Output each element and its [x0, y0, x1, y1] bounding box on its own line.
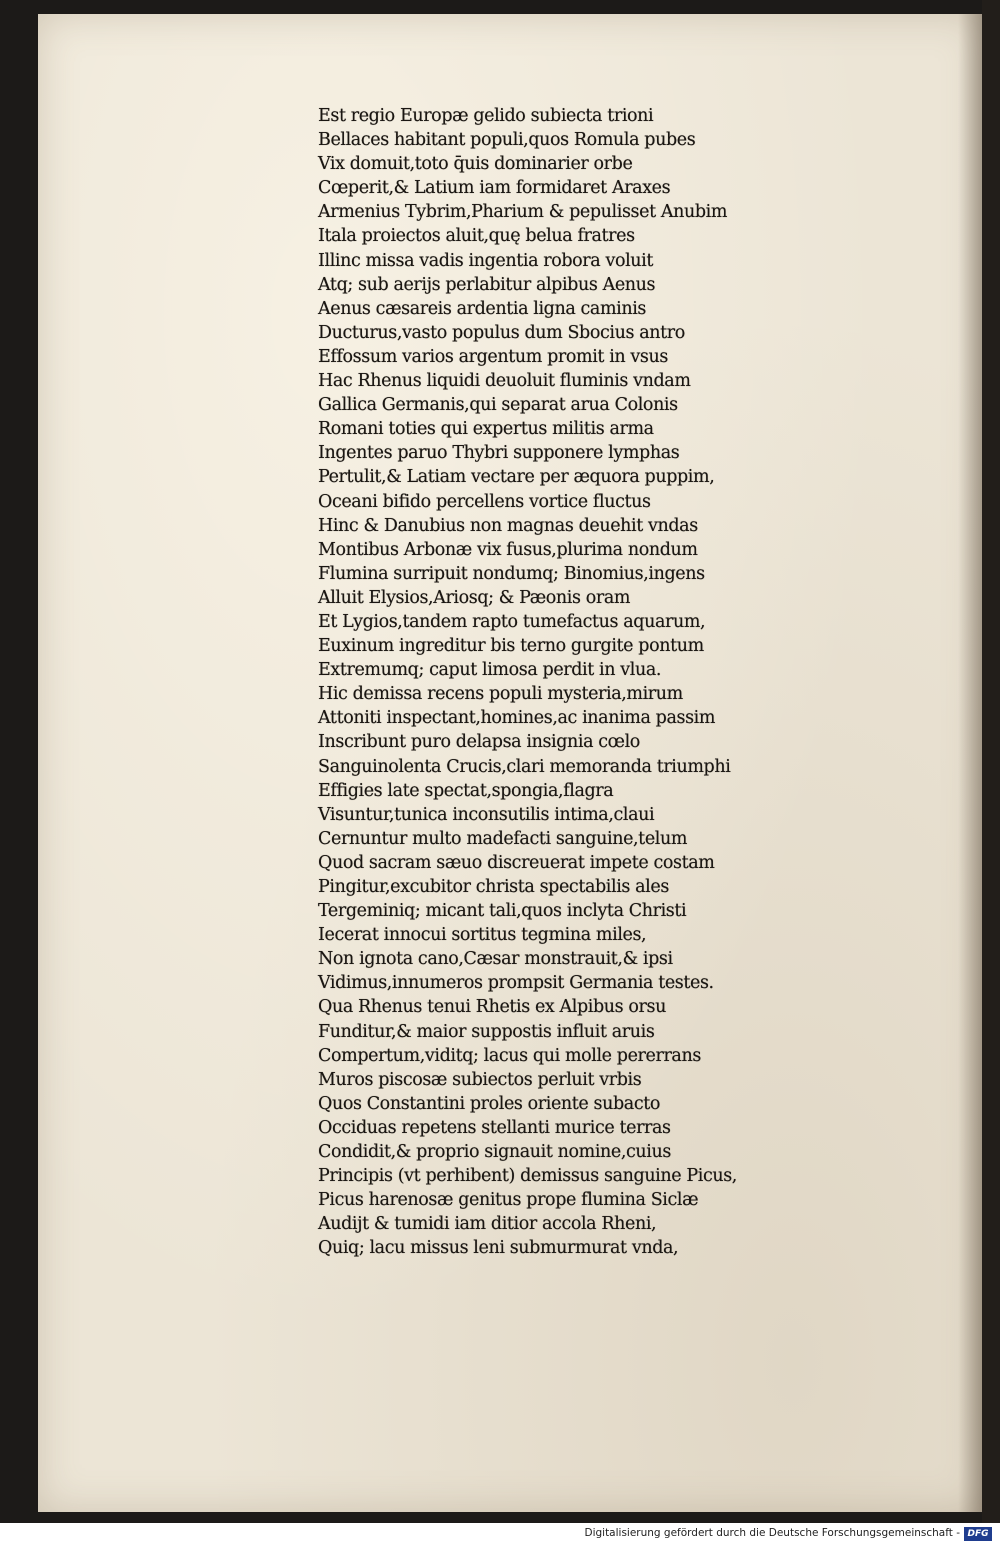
verse-line: Ducturus,vasto populus dum Sbocius antro — [318, 322, 685, 343]
verse-line: Hic demissa recens populi mysteria,mirum — [318, 684, 683, 705]
verse-line: Tergeminiq; micant tali,quos inclyta Christi — [318, 901, 687, 922]
page-gutter-shadow — [958, 14, 982, 1512]
verse-line: Est regio Europæ gelido subiecta trioni — [318, 106, 654, 126]
verse-line: Compertum,viditq; lacus qui molle pererrans — [318, 1045, 701, 1066]
verse-line: Sanguinolenta Crucis,clari memoranda triumphi — [318, 756, 731, 777]
book-spine — [982, 0, 1000, 1523]
verse-line: Condidit,& proprio signauit nomine,cuius — [318, 1142, 671, 1163]
verse-line: Pertulit,& Latiam vectare per æquora puppim, — [318, 467, 715, 488]
verse-line: Principis (vt perhibent) demissus sanguine Picus, — [318, 1166, 737, 1187]
funding-credit: Digitalisierung gefördert durch die Deutsche Forschungsgemeinschaft - — [584, 1527, 960, 1539]
dfg-logo-icon: DFG — [964, 1527, 992, 1541]
verse-line: Atq; sub aerijs perlabitur alpibus Aenus — [318, 274, 656, 295]
verse-line: Vix domuit,toto q̄uis dominarier orbe — [318, 154, 633, 175]
verse-line: Audijt & tumidi iam ditior accola Rheni, — [318, 1214, 657, 1235]
verse-line: Quod sacram sæuo discreuerat impete costam — [318, 852, 715, 873]
verse-line: Effossum varios argentum promit in vsus — [318, 346, 668, 367]
verse-line: Cernuntur multo madefacti sanguine,telum — [318, 828, 688, 849]
verse-line: Itala proiectos aluit,quę belua fratres — [318, 226, 635, 247]
verse-line: Euxinum ingreditur bis terno gurgite pontum — [318, 636, 704, 657]
verse-line: Et Lygios,tandem rapto tumefactus aquarum, — [318, 611, 706, 632]
verse-line: Vidimus,innumeros prompsit Germania testes. — [318, 973, 714, 994]
verse-line: Pingitur,excubitor christa spectabilis ales — [318, 877, 669, 897]
verse-line: Flumina surripuit nondumq; Binomius,ingens — [318, 563, 705, 584]
verse-line: Non ignota cano,Cæsar monstrauit,& ipsi — [318, 949, 673, 970]
verse-line: Inscribunt puro delapsa insignia cœlo — [318, 732, 640, 753]
verse-line: Iecerat innocui sortitus tegmina miles, — [318, 925, 647, 946]
verse-line: Hinc & Danubius non magnas deuehit vndas — [318, 515, 698, 536]
verse-line: Alluit Elysios,Ariosq; & Pæonis oram — [318, 587, 631, 608]
verse-line: Bellaces habitant populi,quos Romula pubes — [318, 130, 696, 151]
verse-line: Extremumq; caput limosa perdit in vlua. — [318, 660, 662, 681]
verse-line: Effigies late spectat,spongia,flagra — [318, 780, 614, 801]
verse-line: Muros piscosæ subiectos perluit vrbis — [318, 1069, 642, 1090]
verse-line: Aenus cæsareis ardentia ligna caminis — [318, 298, 646, 319]
verse-line: Cœperit,& Latium iam formidaret Araxes — [318, 178, 671, 199]
verse-line: Funditur,& maior suppostis influit aruis — [318, 1021, 655, 1042]
verse-line: Ingentes paruo Thybri supponere lymphas — [318, 443, 680, 464]
verse-line: Romani toties qui expertus militis arma — [318, 419, 654, 440]
verse-line: Armenius Tybrim,Pharium & pepulisset Anubim — [318, 202, 728, 223]
verse-line: Oceani bifido percellens vortice fluctus — [318, 491, 651, 512]
verse-line: Quiq; lacu missus leni submurmurat vnda, — [318, 1238, 679, 1259]
verse-line: Visuntur,tunica inconsutilis intima,claui — [318, 804, 655, 825]
verse-line: Occiduas repetens stellanti murice terras — [318, 1117, 671, 1138]
footer-bar — [0, 1523, 1000, 1545]
verse-line: Picus harenosæ genitus prope flumina Siclæ — [318, 1190, 699, 1211]
verse-line: Quos Constantini proles oriente subacto — [318, 1093, 661, 1114]
verse-line: Gallica Germanis,qui separat arua Colonis — [318, 395, 678, 416]
poem-text — [318, 104, 838, 1261]
verse-line: Qua Rhenus tenui Rhetis ex Alpibus orsu — [318, 997, 666, 1018]
verse-line: Illinc missa vadis ingentia robora voluit — [318, 250, 653, 271]
verse-line: Hac Rhenus liquidi deuoluit fluminis vndam — [318, 371, 691, 392]
verse-line: Montibus Arbonæ vix fusus,plurima nondum — [318, 539, 698, 560]
verse-line: Attoniti inspectant,homines,ac inanima passim — [318, 708, 716, 729]
